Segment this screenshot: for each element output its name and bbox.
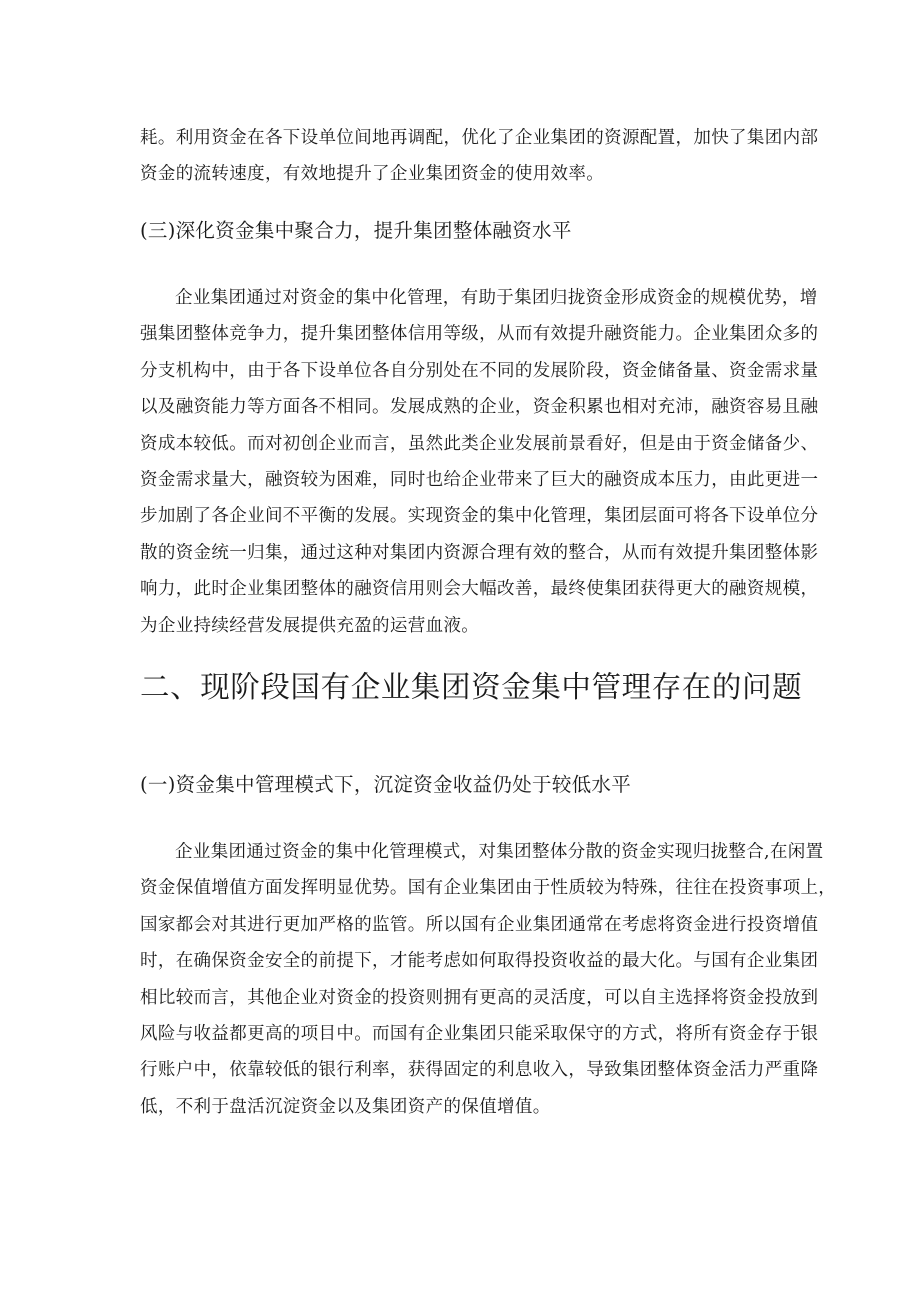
paragraph-line: 分支机构中，由于各下设单位各自分别处在不同的发展阶段，资金储备量、资金需求量 (140, 360, 819, 381)
paragraph-line: 企业集团通过对资金的集中化管理，有助于集团归拢资金形成资金的规模优势，增 (175, 288, 818, 308)
paragraph-line: 散的资金统一归集，通过这种对集团内资源合理有效的整合，从而有效提升集团整体影 (140, 542, 819, 563)
paragraph-idle-funds (140, 834, 837, 1125)
paragraph-financing (140, 280, 819, 644)
paragraph-resource-allocation (140, 120, 819, 193)
paragraph-line: 资金的流转速度，有效地提升了企业集团资金的使用效率。 (140, 164, 605, 185)
paragraph-line: 资成本较低。而对初创企业而言，虽然此类企业发展前景看好，但是由于资金储备少、 (140, 433, 819, 454)
paragraph-line: 响力，此时企业集团整体的融资信用则会大幅改善，最终使集团获得更大的融资规模， (140, 579, 819, 600)
section-heading-2: 二、现阶段国有企业集团资金集中管理存在的问题 (140, 670, 803, 704)
paragraph-line: 相比较而言，其他企业对资金的投资则拥有更高的灵活度，可以自主选择将资金投放到 (140, 987, 819, 1008)
paragraph-line: 时，在确保资金安全的前提下，才能考虑如何取得投资收益的最大化。与国有企业集团 (140, 951, 819, 972)
paragraph-line: 强集团整体竞争力，提升集团整体信用等级，从而有效提升融资能力。企业集团众多的 (140, 324, 819, 345)
paragraph-line: 以及融资能力等方面各不相同。发展成熟的企业，资金积累也相对充沛，融资容易且融 (140, 397, 819, 418)
paragraph-line: 行账户中，依靠较低的银行利率，获得固定的利息收入，导致集团整体资金活力严重降 (140, 1060, 819, 1081)
paragraph-line: 为企业持续经营发展提供充盈的运营血液。 (140, 615, 480, 636)
paragraph-line: 耗。利用资金在各下设单位间地再调配，优化了企业集团的资源配置，加快了集团内部 (140, 128, 819, 148)
section-subheading-1: (一)资金集中管理模式下，沉淀资金收益仍处于较低水平 (140, 773, 632, 796)
paragraph-line: 低，不利于盘活沉淀资金以及集团资产的保值增值。 (140, 1096, 551, 1117)
paragraph-line: 资金需求量大，融资较为困难，同时也给企业带来了巨大的融资成本压力，由此更进一 (140, 469, 819, 490)
paragraph-line: 国家都会对其进行更加严格的监管。所以国有企业集团通常在考虑将资金进行投资增值 (140, 914, 819, 935)
paragraph-line: 资金保值增值方面发挥明显优势。国有企业集团由于性质较为特殊，往往在投资事项上， (140, 878, 837, 899)
paragraph-line: 企业集团通过资金的集中化管理模式，对集团整体分散的资金实现归拢整合,在闲置 (175, 842, 824, 862)
section-subheading-3: (三)深化资金集中聚合力，提升集团整体融资水平 (140, 219, 572, 242)
paragraph-line: 步加剧了各企业间不平衡的发展。实现资金的集中化管理，集团层面可将各下设单位分 (140, 506, 819, 527)
paragraph-line: 风险与收益都更高的项目中。而国有企业集团只能采取保守的方式，将所有资金存于银 (140, 1023, 819, 1044)
